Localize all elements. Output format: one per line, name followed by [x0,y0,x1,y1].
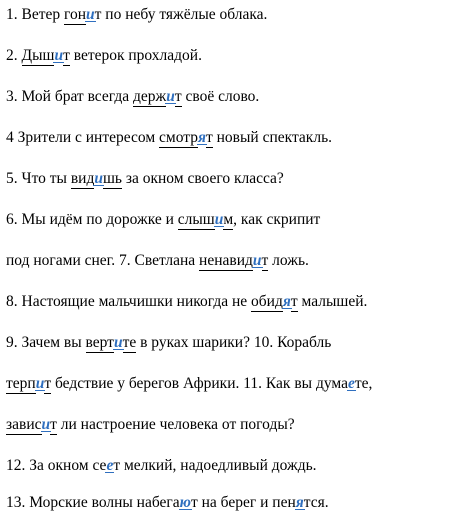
sentence-text: т на берег и пен [190,494,296,511]
inserted-letter: я [282,293,291,310]
sentence-text: под ногами снег. 7. Светлана [6,252,200,269]
inserted-letter: и [86,6,95,23]
underlined-verb-part: смотр [159,129,198,146]
sentence-text: 12. За окном се [6,457,107,474]
sentence-text: т по небу тяжёлые облака. [94,6,268,23]
underlined-verb-part: вид [70,170,95,187]
underlined-verb-part: ненавид [199,252,253,269]
inserted-letter: и [35,375,45,392]
sentence-text: малышей. [297,293,368,310]
inserted-letter: е [106,457,114,474]
sentence-text: 13. Морские волны набега [6,494,180,511]
sentence-line [6,293,367,311]
sentence-text: новый спектакль. [212,129,333,146]
underlined-verb-part: держ [132,88,167,105]
sentence-text: 4 Зрители с интересом [6,129,160,146]
underlined-verb-part: т [50,416,57,433]
underlined-verb-part: т [63,47,70,64]
sentence-line [6,129,332,147]
sentence-text: 3. Мой брат всегда [6,88,133,105]
sentence-line [6,375,372,393]
sentence-text: те, [354,375,373,392]
sentence-text: ветерок прохладой. [69,47,202,64]
inserted-letter: и [113,334,123,351]
underlined-verb-part: гон [64,6,87,23]
underlined-verb-part: обид [251,293,283,310]
sentence-text: т мелкий, надоедливый дождь. [113,457,317,474]
sentence-text: своё слово. [181,88,260,105]
underlined-verb-part: т [174,88,182,105]
sentence-text: 9. Зачем вы [6,334,86,351]
sentence-text: бедствие у берегов Африки. 11. Как вы дума [51,375,348,392]
inserted-letter: ю [179,494,191,511]
inserted-letter: и [94,170,103,187]
sentence-text: 1. Ветер [6,6,64,23]
sentence-text: тся. [303,494,329,511]
sentence-text: за окном своего класса? [121,170,284,187]
underlined-verb-part: т [44,375,52,392]
underlined-verb-part: те [122,334,137,351]
sentence-text: , как скрипит [233,211,321,228]
sentence-line [6,494,329,512]
underlined-verb-part: терп [6,375,36,392]
sentence-line [6,170,284,188]
inserted-letter: и [54,47,64,64]
sentence-line [6,47,202,65]
sentence-text: ложь. [268,252,309,269]
sentence-line [6,211,320,229]
sentence-line [6,6,267,24]
underlined-verb-part: завис [6,416,42,433]
inserted-letter: е [347,375,355,392]
underlined-verb-part: шь [102,170,122,187]
underlined-verb-part: Дыш [21,47,55,64]
sentence-line [6,416,295,434]
inserted-letter: я [295,494,304,511]
underlined-verb-part: верт [85,334,114,351]
underlined-verb-part: т [205,129,213,146]
inserted-letter: и [41,416,51,433]
sentence-text: 8. Настоящие мальчишки никогда не [6,293,252,310]
sentence-text: 6. Мы идём по дорожке и [6,211,178,228]
underlined-verb-part: м [223,211,234,228]
underlined-verb-part: слыш [177,211,215,228]
underlined-verb-part: т [261,252,269,269]
inserted-letter: я [197,129,206,146]
sentence-text: в руках шарики? 10. Корабль [136,334,332,351]
sentence-line [6,457,317,475]
sentence-line [6,334,331,352]
underlined-verb-part: т [290,293,298,310]
sentence-line [6,252,309,270]
inserted-letter: и [252,252,262,269]
sentence-text: 2. [6,47,22,64]
inserted-letter: и [214,211,224,228]
sentence-text: ли настроение человека от погоды? [56,416,295,433]
inserted-letter: и [166,88,175,105]
sentence-line [6,88,259,106]
sentence-text: 5. Что ты [6,170,71,187]
